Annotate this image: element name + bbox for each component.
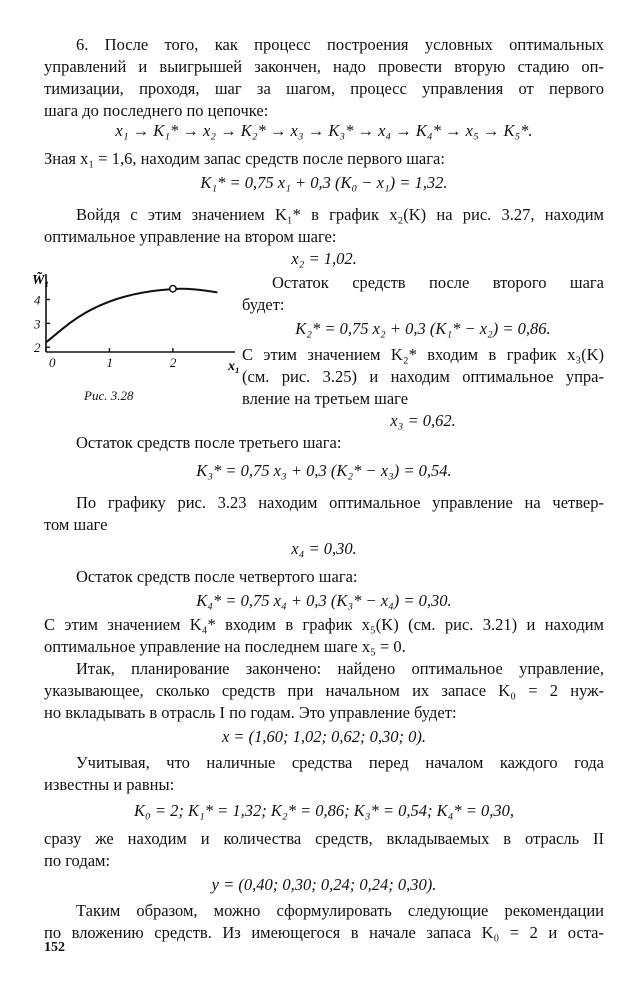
text-line: Итак, планирование закончено: найдено оптимальное управление, <box>76 659 604 678</box>
y-axis-label: W̃₁ <box>32 273 50 288</box>
text-line: тимизации, проходя, шаг за шагом, процесс управления от первого <box>44 79 604 98</box>
figure-3-28 <box>30 268 246 408</box>
text-line: С этим значением K₂* входим в график x₃(K) <box>242 345 604 364</box>
text-line: шага до последнего по цепочке: <box>44 101 269 120</box>
text-line: сразу же находим и количества средств, вкладываемых в отрасль II <box>44 829 604 848</box>
formula: x₁ → K₁* → x₂ → K₂* → x₃ → K₃* → x₄ → K₄* → x₅ → K₅*. <box>115 121 533 140</box>
text-line: По графику рис. 3.23 находим оптимальное управление на четвер- <box>76 493 604 512</box>
text-line: по годам: <box>44 851 111 870</box>
text-line: Зная x₁ = 1,6, находим запас средств после первого шага: <box>44 149 445 168</box>
text-line: (см. рис. 3.25) и находим оптимальное упра- <box>242 367 604 386</box>
formula: K₀ = 2; K₁* = 1,32; K₂* = 0,86; K₃* = 0,54; K₄* = 0,30, <box>134 801 514 820</box>
formula: K₃* = 0,75 x₃ + 0,3 (K₂* − x₃) = 0,54. <box>196 461 452 480</box>
text-line: по вложению средств. Из имеющегося в начале запаса K₀ = 2 и оста- <box>44 923 604 942</box>
text-line: будет: <box>242 295 285 314</box>
text-line: 6. После того, как процесс построения условных оптимальных <box>76 35 604 54</box>
text-line: Учитывая, что наличные средства перед началом каждого года <box>76 753 604 772</box>
formula: x₂ = 1,02. <box>291 249 357 268</box>
formula: x = (1,60; 1,02; 0,62; 0,30; 0). <box>221 727 427 746</box>
x-tick-label: 2 <box>169 355 177 370</box>
formula: K₁* = 0,75 x₁ + 0,3 (K₀ − x₁) = 1,32. <box>200 173 448 192</box>
y-tick-label: 3 <box>34 316 41 332</box>
text-line: Остаток средств после четвертого шага: <box>76 567 358 586</box>
text-line: Таким образом, можно сформулировать следующие рекомендации <box>76 901 604 920</box>
x-axis-label: x₁ <box>228 359 240 374</box>
text-line: оптимальное управление на втором шаге: <box>44 227 337 246</box>
text-line: вление на третьем шаге <box>242 389 409 408</box>
figure-caption: Рис. 3.28 <box>84 388 134 403</box>
formula: x₄ = 0,30. <box>291 539 357 558</box>
text-line: указывающее, сколько средств при начальном их запасе K₀ = 2 нуж- <box>44 681 604 700</box>
x-tick-label: 1 <box>106 355 113 370</box>
text-line: Войдя с этим значением K₁* в график x₂(K) на рис. 3.27, находим <box>76 205 604 224</box>
text-line: оптимальное управление на последнем шаге x₅ = 0. <box>44 637 406 656</box>
curve <box>46 289 217 343</box>
marked-point <box>170 286 176 292</box>
text-line: но вкладывать в отрасль I по годам. Это управление будет: <box>44 703 457 722</box>
formula: y = (0,40; 0,30; 0,24; 0,24; 0,30). <box>211 875 437 894</box>
y-tick-label: 4 <box>34 292 41 308</box>
page-number: 152 <box>44 940 65 955</box>
text-line: Остаток средств после второго шага <box>272 273 604 292</box>
text-line: известны и равны: <box>44 775 175 794</box>
y-tick-label: 2 <box>34 340 41 356</box>
formula: x₃ = 0,62. <box>390 411 456 430</box>
formula: K₂* = 0,75 x₂ + 0,3 (K₁* − x₂) = 0,86. <box>295 319 551 338</box>
text-line: том шаге <box>44 515 108 534</box>
text-line: управлений и выигрышей закончен, надо провести вторую стадию оп- <box>44 57 604 76</box>
text-line: Остаток средств после третьего шага: <box>76 433 342 452</box>
x-tick-label: 0 <box>49 355 56 370</box>
formula: K₄* = 0,75 x₄ + 0,3 (K₃* − x₄) = 0,30. <box>196 591 452 610</box>
text-line: С этим значением K₄* входим в график x₅(K) (см. рис. 3.21) и находим <box>44 615 604 634</box>
